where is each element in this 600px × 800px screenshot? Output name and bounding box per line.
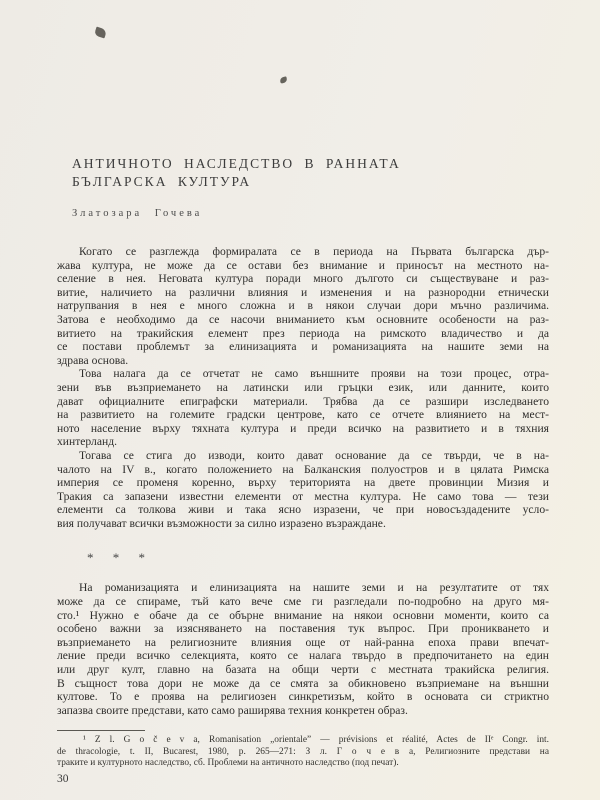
text-line: чалото на IV в., когато положението на Балканския полуостров и в цялата Римска — [57, 462, 549, 476]
text-line: Тогава се стига до изводи, които дават основание да се твърди, че в на- — [79, 448, 549, 462]
text-line: витие, наличието на различни влияния и изменения и на разнородни етнически — [57, 285, 549, 299]
page-number: 30 — [57, 773, 69, 785]
title-line-2: БЪЛГАРСКА КУЛТУРА — [72, 174, 252, 189]
text-line: витието на тракийския елемент през периода на римското владичество и да — [57, 326, 549, 340]
paragraph — [57, 581, 549, 717]
text-line: империя се променя коренно, върху територията на двете провинции Мизия и — [57, 476, 549, 490]
body-text-after-separator — [57, 581, 549, 717]
text-line: траките и културното наследство, сб. Проблеми на античното наследство (под печат). — [57, 758, 399, 769]
footnote — [57, 730, 549, 769]
article-title — [72, 155, 549, 191]
text-line: натрупвания в нея е много сложна и в някои случаи дори мъчно различима. — [57, 299, 549, 313]
text-line: зени във възприемането на латински или гръцки език, или данните, които — [57, 380, 549, 394]
text-line: може да се спираме, тъй като вече сме ги разгледали по-подробно на друго мя- — [57, 595, 549, 609]
text-line: се постави проблемът за елинизацията и романизацията на нашите земи на — [57, 340, 549, 354]
footnote-rule — [57, 730, 145, 731]
text-line: хинтерланд. — [57, 435, 117, 449]
text-line: Затова е необходимо да се насочи вниманието към основните особености на раз- — [57, 312, 549, 326]
text-line: жава култура, не може да се остави без внимание и приносът на местното на- — [57, 258, 549, 272]
text-line: В същност това дори не може да се смята за обикновено възприемане на външни — [57, 676, 549, 690]
text-line: възприемането на религиозните влияния още от най-ранна епоха прави впечат- — [57, 635, 549, 649]
text-line: елементи са толкова живи и така ясно изразени, че при новосъздадените усло- — [57, 503, 549, 517]
text-line: или друг култ, главно на базата на общи черти с местната тракийска религия. — [57, 663, 549, 677]
paragraph — [57, 245, 549, 367]
text-line: de thracologie, t. II, Bucarest, 1980, p. 265—271: З л. Г о ч е в а, Религиозните представи на — [57, 746, 549, 757]
text-line: дават официалните епиграфски материали. Трябва да се разшири изследването — [57, 394, 549, 408]
text-line: ното население върху тяхната култура и преди всичко на развитието и в тяхния — [57, 421, 549, 435]
text-line: запазва своите представи, като само раширява техния конкретен образ. — [57, 703, 408, 717]
text-line: култове. То е проява на религиозен синкретизъм, който в основата си стриктно — [57, 690, 549, 704]
text-line: вия получават всички възможности за силно изразено възраждане. — [57, 516, 386, 530]
text-line: Това налага да се отчетат не само външните прояви на този процес, отра- — [79, 367, 549, 381]
text-line: ¹ Z l. G o č e v a, Romanisation „orientale” — prévisions et réalité, Actes de IIᵉ Congr. int. — [83, 735, 549, 746]
author-name: Златозара Гочева — [72, 208, 203, 219]
text-line: Тракия са запазени известни елементи от местна култура. Не само това — тези — [57, 489, 549, 503]
text-line: ление преди всичко селекцията, която се налага твърдо в предпочитането на един — [57, 649, 549, 663]
paragraph — [57, 449, 549, 531]
text-line: здрава основа. — [57, 353, 129, 367]
text-line: селение в нея. Неговата култура поради много дългото си съществуване и раз- — [57, 272, 549, 286]
text-line: сто.¹ Нужно е обаче да се обърне внимание на някои основни моменти, които са — [57, 608, 549, 622]
text-line: на развитието на големите градски центрове, като се отчете влиянието на мест- — [57, 408, 549, 422]
footnote-text — [57, 735, 549, 769]
text-line: особено важни за изясняването на поставения тук въпрос. При проникването и — [57, 622, 549, 636]
title-line-1: АНТИЧНОТО НАСЛЕДСТВО В РАННАТА — [72, 156, 401, 171]
text-line: Когато се разглежда формиралата се в периода на Първата българска дър- — [79, 245, 549, 258]
text-line: На романизацията и елинизацията на нашите земи и на резултатите от тях — [79, 581, 549, 595]
section-separator-asterisks: * * * — [87, 550, 153, 566]
body-text-before-separator — [57, 245, 549, 530]
page-content — [57, 0, 549, 770]
paragraph — [57, 367, 549, 449]
